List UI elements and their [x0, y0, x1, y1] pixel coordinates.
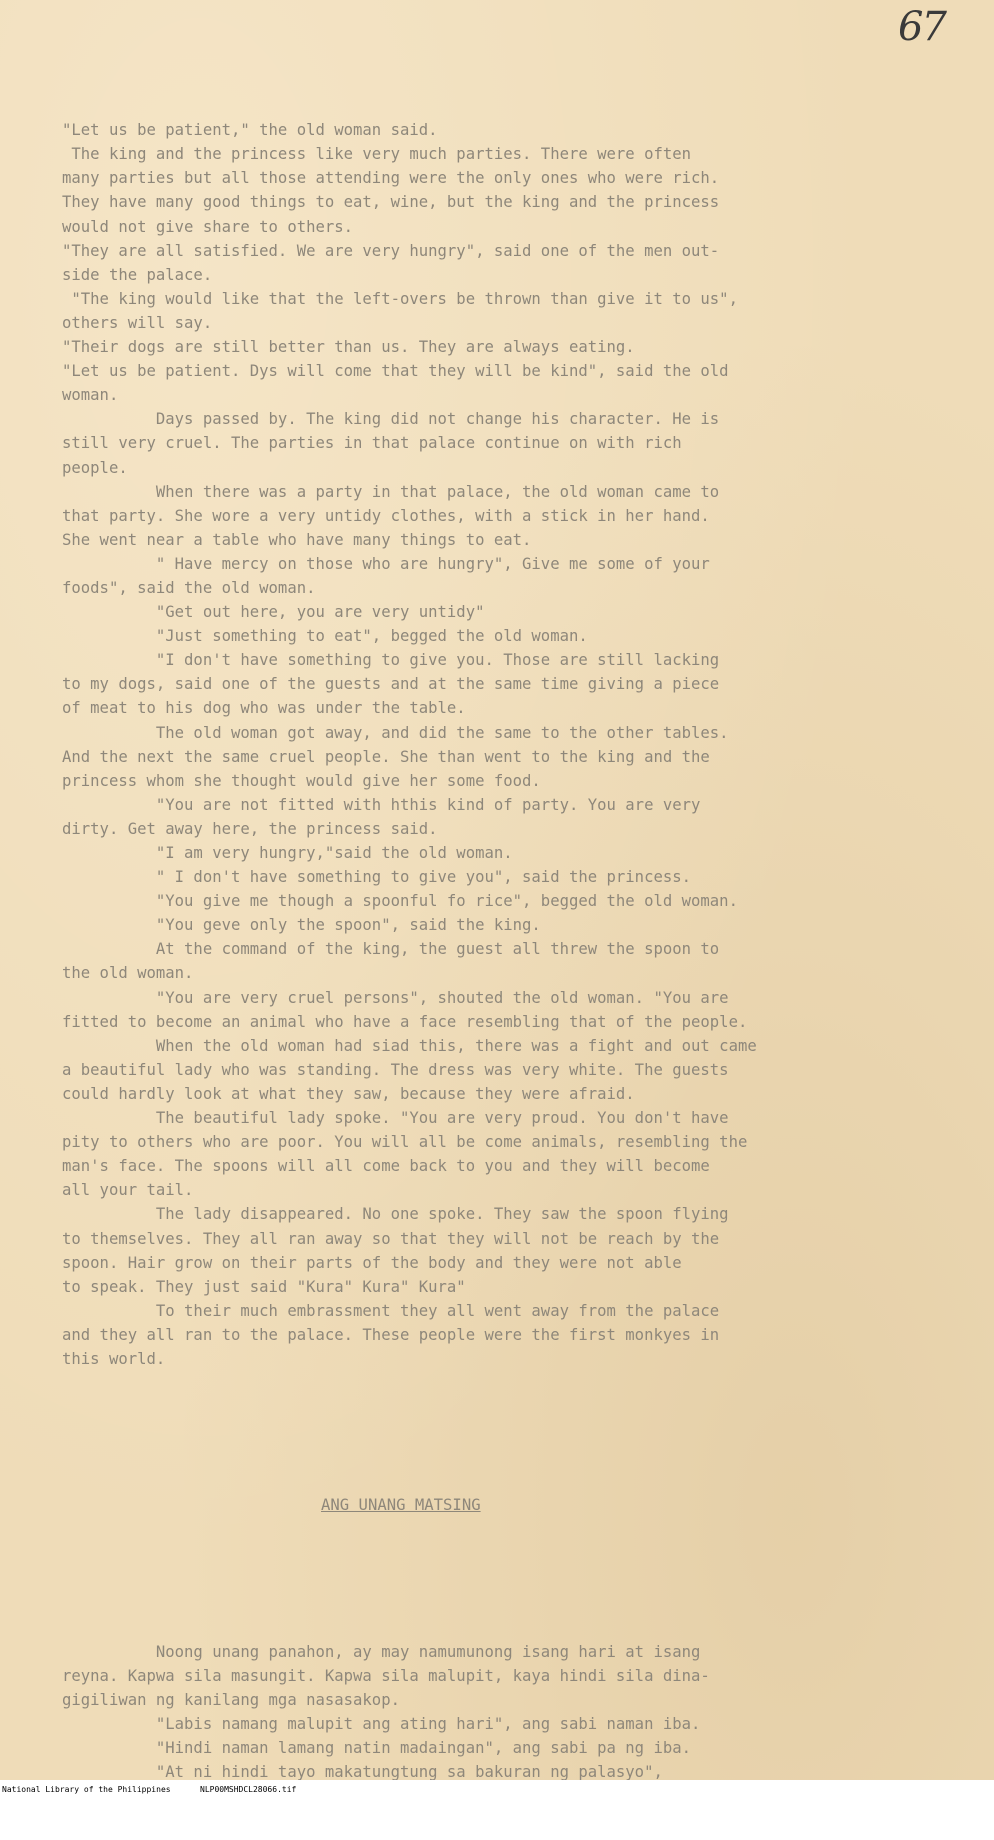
- english-story: [62, 118, 962, 1371]
- text-line: At the command of the king, the guest all threw the spoon to: [62, 940, 720, 959]
- text-line: When there was a party in that palace, the old woman came to: [62, 482, 720, 501]
- text-line: reyna. Kapwa sila masungit. Kapwa sila malupit, kaya hindi sila dina-: [62, 1667, 710, 1685]
- section-heading: ANG UNANG MATSING: [321, 1496, 481, 1515]
- text-line: "You are very cruel persons", shouted the old woman. "You are: [62, 988, 729, 1007]
- text-line: The lady disappeared. No one spoke. They saw the spoon flying: [62, 1205, 729, 1224]
- text-line: fitted to become an animal who have a face resembling that of the people.: [62, 1012, 748, 1031]
- text-line: to speak. They just said "Kura" Kura" Kura": [62, 1277, 466, 1296]
- text-line: "You give me though a spoonful fo rice", begged the old woman.: [62, 892, 738, 911]
- text-line: still very cruel. The parties in that palace continue on with rich: [62, 434, 682, 453]
- typed-text-body: [62, 70, 962, 1780]
- text-line: princess whom she thought would give her some food.: [62, 771, 541, 790]
- text-line: that party. She wore a very untidy clothes, with a stick in her hand.: [62, 506, 710, 525]
- text-line: "Get out here, you are very untidy": [62, 603, 485, 622]
- text-line: others will say.: [62, 313, 213, 332]
- text-line: And the next the same cruel people. She than went to the king and the: [62, 747, 710, 766]
- text-line: They have many good things to eat, wine, but the king and the princess: [62, 193, 720, 212]
- text-line: all your tail.: [62, 1181, 194, 1200]
- text-line: dirty. Get away here, the princess said.: [62, 819, 438, 838]
- text-line: " Have mercy on those who are hungry", Give me some of your: [62, 554, 710, 573]
- text-line: gigiliwan ng kanilang mga nasasakop.: [62, 1691, 400, 1710]
- text-line: man's face. The spoons will all come back to you and they will become: [62, 1157, 710, 1176]
- text-line: "Just something to eat", begged the old woman.: [62, 627, 588, 646]
- text-line: "You are not fitted with hthis kind of party. You are very: [62, 795, 701, 814]
- text-line: " I don't have something to give you", said the princess.: [62, 868, 692, 887]
- text-line: foods", said the old woman.: [62, 578, 316, 597]
- text-line: woman.: [62, 386, 119, 405]
- text-line: the old woman.: [62, 964, 194, 983]
- text-line: "The king would like that the left-overs be thrown than give it to us",: [62, 289, 738, 308]
- text-line: "You geve only the spoon", said the king.: [62, 916, 541, 935]
- spacer: [62, 1566, 962, 1592]
- text-line: people.: [62, 458, 128, 477]
- text-line: The beautiful lady spoke. "You are very proud. You don't have: [62, 1109, 729, 1128]
- text-line: pity to others who are poor. You will all be come animals, resembling the: [62, 1133, 748, 1152]
- text-line: "Hindi naman lamang natin madaingan", ang sabi pa ng iba.: [62, 1739, 692, 1758]
- text-line: "Let us be patient," the old woman said.: [62, 121, 438, 140]
- text-line: The king and the princess like very much parties. There were often: [62, 145, 692, 164]
- text-line: a beautiful lady who was standing. The dress was very white. The guests: [62, 1060, 729, 1079]
- text-line: Noong unang panahon, ay may namumunong isang hari at isang: [62, 1642, 701, 1661]
- text-line: "At ni hindi tayo makatungtung sa bakuran ng palasyo",: [62, 1763, 663, 1780]
- footer-filename: NLP00MSHDCL28066.tif: [200, 1785, 297, 1794]
- text-line: "They are all satisfied. We are very hungry", said one of the men out-: [62, 241, 720, 260]
- text-line: "Labis namang malupit ang ating hari", ang sabi naman iba.: [62, 1715, 701, 1734]
- text-line: "I don't have something to give you. Those are still lacking: [62, 651, 720, 670]
- page-number: 67: [898, 4, 945, 50]
- text-line: to my dogs, said one of the guests and at the same time giving a piece: [62, 675, 720, 694]
- text-line: of meat to his dog who was under the table.: [62, 699, 466, 718]
- spacer: [62, 1419, 962, 1445]
- text-line: She went near a table who have many things to eat.: [62, 530, 532, 549]
- scan-footer: [0, 1780, 994, 1800]
- text-line: Days passed by. The king did not change his character. He is: [62, 410, 720, 429]
- text-line: to themselves. They all ran away so that they will not be reach by the: [62, 1229, 720, 1248]
- text-line: and they all ran to the palace. These people were the first monkyes in: [62, 1325, 720, 1344]
- text-line: side the palace.: [62, 265, 213, 284]
- text-line: To their much embrassment they all went away from the palace: [62, 1301, 720, 1320]
- text-line: "I am very hungry,"said the old woman.: [62, 844, 513, 862]
- text-line: would not give share to others.: [62, 217, 354, 236]
- text-line: When the old woman had siad this, there was a fight and out came: [62, 1036, 757, 1055]
- text-line: could hardly look at what they saw, because they were afraid.: [62, 1084, 635, 1103]
- text-line: The old woman got away, and did the same to the other tables.: [62, 723, 729, 742]
- text-line: many parties but all those attending were the only ones who were rich.: [62, 169, 720, 188]
- text-line: "Their dogs are still better than us. They are always eating.: [62, 338, 635, 357]
- footer-library: National Library of the Philippines: [2, 1785, 171, 1794]
- text-line: this world.: [62, 1349, 166, 1368]
- tagalog-story: [62, 1640, 962, 1780]
- text-line: "Let us be patient. Dys will come that they will be kind", said the old: [62, 362, 729, 381]
- text-line: spoon. Hair grow on their parts of the body and they were not able: [62, 1253, 682, 1272]
